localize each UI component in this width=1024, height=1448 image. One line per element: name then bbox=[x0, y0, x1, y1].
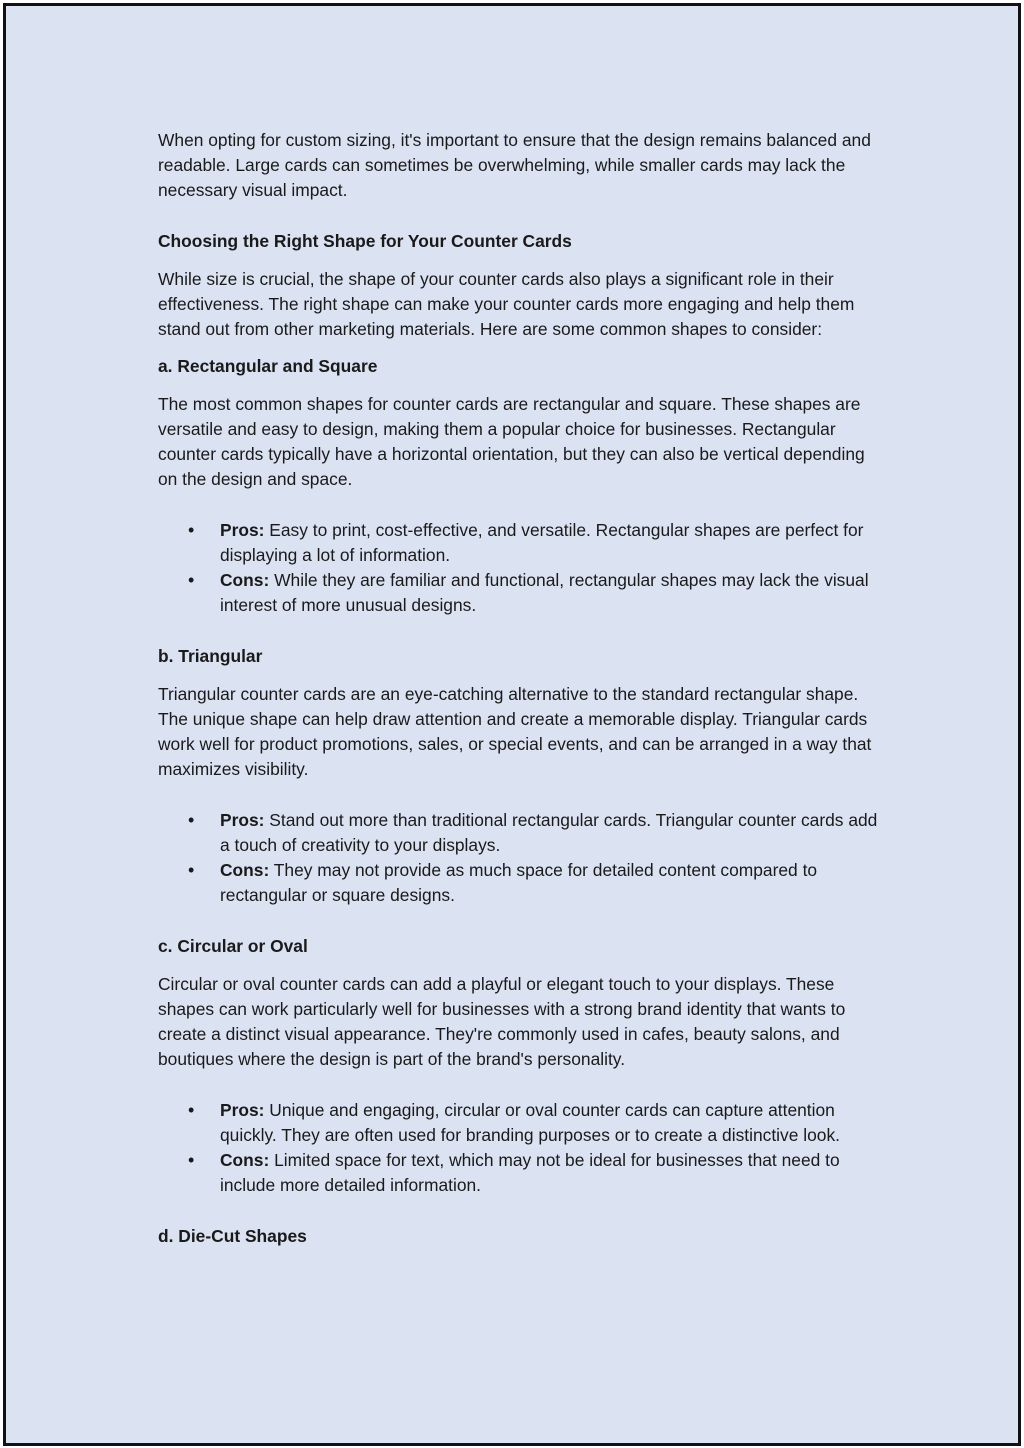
subheading-rectangular: a. Rectangular and Square bbox=[158, 356, 378, 376]
intro-paragraph: When opting for custom sizing, it's important to ensure that the design remains balanced and readable. Large cards can sometimes be overwhelming, while smaller cards may lack the necessary visual impact. bbox=[158, 130, 871, 200]
paragraph-circular: Circular or oval counter cards can add a playful or elegant touch to your displays. These shapes can work particularly well for businesses with a strong brand identity that wants to create a distinct visual appearance. They're commonly used in cafes, beauty salons, and boutiques where the design is part of the brand's personality. bbox=[158, 974, 846, 1069]
document-content bbox=[158, 128, 884, 1249]
document-page bbox=[3, 3, 1021, 1446]
pros-item bbox=[158, 808, 884, 858]
cons-label: Cons: bbox=[220, 1150, 270, 1170]
cons-text: While they are familiar and functional, rectangular shapes may lack the visual interest of more unusual designs. bbox=[220, 570, 869, 615]
cons-item bbox=[158, 568, 884, 618]
pros-label: Pros: bbox=[220, 520, 265, 540]
paragraph-triangular: Triangular counter cards are an eye-catching alternative to the standard rectangular shape. The unique shape can help draw attention and create a memorable display. Triangular cards work well for product promotions, sales, or special events, and can be arranged in a way that maximizes visibility. bbox=[158, 684, 872, 779]
cons-label: Cons: bbox=[220, 570, 270, 590]
pros-item bbox=[158, 518, 884, 568]
cons-item bbox=[158, 1148, 884, 1198]
cons-item bbox=[158, 858, 884, 908]
pros-cons-list-triangular bbox=[158, 808, 884, 908]
subheading-circular: c. Circular or Oval bbox=[158, 936, 308, 956]
pros-cons-list-circular bbox=[158, 1098, 884, 1198]
cons-label: Cons: bbox=[220, 860, 270, 880]
pros-text: Stand out more than traditional rectangular cards. Triangular counter cards add a touch of creativity to your displays. bbox=[220, 810, 878, 855]
heading-paragraph: While size is crucial, the shape of your counter cards also plays a significant role in their effectiveness. The right shape can make your counter cards more engaging and help them stand out from other marketing materials. Here are some common shapes to consider: bbox=[158, 269, 855, 339]
subheading-triangular: b. Triangular bbox=[158, 646, 263, 666]
pros-cons-list-rectangular bbox=[158, 518, 884, 618]
pros-label: Pros: bbox=[220, 1100, 265, 1120]
cons-text: They may not provide as much space for detailed content compared to rectangular or square designs. bbox=[220, 860, 818, 905]
paragraph-rectangular: The most common shapes for counter cards are rectangular and square. These shapes are versatile and easy to design, making them a popular choice for businesses. Rectangular counter cards typically have a horizontal orientation, but they can also be vertical depending on the design and space. bbox=[158, 394, 865, 489]
pros-item bbox=[158, 1098, 884, 1148]
cons-text: Limited space for text, which may not be ideal for businesses that need to include more detailed information. bbox=[220, 1150, 840, 1195]
section-heading: Choosing the Right Shape for Your Counter Cards bbox=[158, 231, 572, 251]
pros-label: Pros: bbox=[220, 810, 265, 830]
pros-text: Easy to print, cost-effective, and versatile. Rectangular shapes are perfect for displaying a lot of information. bbox=[220, 520, 864, 565]
subheading-die-cut: d. Die-Cut Shapes bbox=[158, 1226, 307, 1246]
pros-text: Unique and engaging, circular or oval counter cards can capture attention quickly. They are often used for branding purposes or to create a distinctive look. bbox=[220, 1100, 840, 1145]
